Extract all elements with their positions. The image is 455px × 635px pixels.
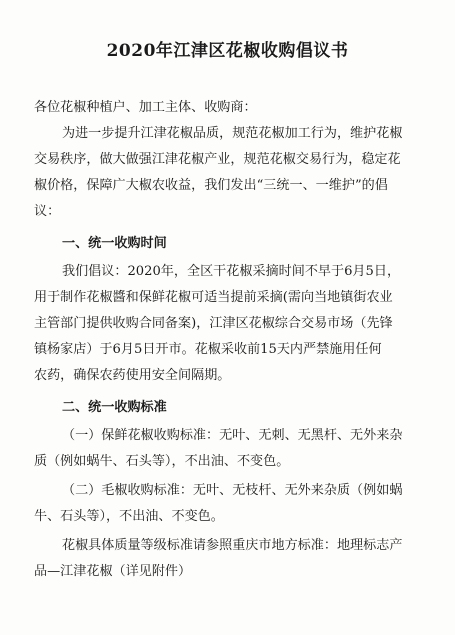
section1-line: 镇杨家店）于6月5日开市。花椒采收前15天内严禁施用任何	[34, 342, 382, 357]
section2-item1-line: （一）保鲜花椒收购标准：无叶、无刺、无黑杆、无外来杂	[62, 428, 403, 443]
intro-line: 为进一步提升江津花椒品质，规范花椒加工行为，维护花椒	[62, 126, 403, 141]
intro-line: 椒价格，保障广大椒农收益，我们发出“三统一、一维护”的倡	[34, 178, 388, 193]
intro-line: 交易秩序，做大做强江津花椒产业，规范花椒交易行为，稳定花	[34, 152, 401, 167]
intro-line: 议：	[34, 204, 61, 219]
section2-item2-line: 牛、石头等），不出油、不变色。	[34, 509, 224, 524]
quality-standard-line: 花椒具体质量等级标准请参照重庆市地方标准：地理标志产	[62, 538, 403, 553]
section1-line: 我们倡议：2020年，全区干花椒采摘时间不早于6月5日，	[62, 264, 401, 279]
section-heading-2: 二、统一收购标准	[62, 400, 167, 415]
salutation: 各位花椒种植户、加工主体、收购商：	[34, 100, 257, 115]
section1-line: 农药，确保农药使用安全间隔期。	[34, 368, 231, 383]
section2-item2-line: （二）毛椒收购标准：无叶、无枝杆、无外来杂质（例如蜗	[62, 483, 403, 498]
section-heading-1: 一、统一收购时间	[62, 236, 167, 251]
section1-line: 主管部门提供收购合同备案)，江津区花椒综合交易市场（先锋	[34, 316, 393, 331]
quality-standard-line: 品—江津花椒（详见附件）	[34, 564, 192, 579]
document-title: 2020年江津区花椒收购倡议书	[106, 41, 349, 61]
section2-item1-line: 质（例如蜗牛、石头等），不出油、不变色。	[34, 454, 290, 469]
section1-line: 用于制作花椒醬和保鲜花椒可适当提前采摘(需向当地镇街农业	[34, 290, 393, 305]
